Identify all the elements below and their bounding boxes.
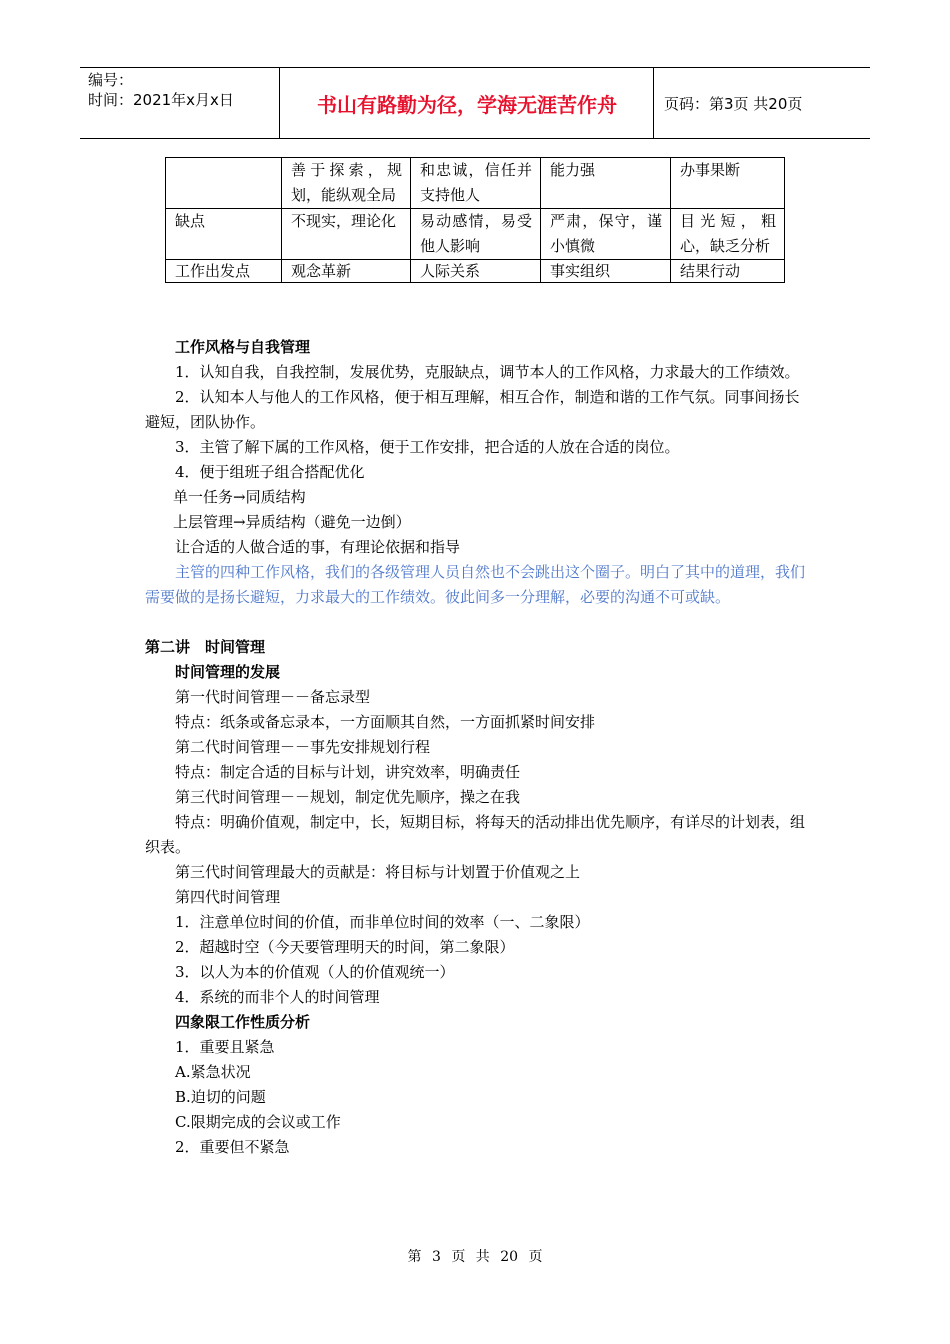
lecture-title: 第二讲 时间管理 xyxy=(145,638,266,656)
header-meta xyxy=(80,68,280,138)
paragraph: 4．便于组班子组合搭配优化 xyxy=(175,463,365,481)
footer-current-page: 3 xyxy=(431,1249,441,1265)
time-label: 时间：2021年x月x日 xyxy=(88,91,234,109)
section-heading: 时间管理的发展 xyxy=(175,663,281,681)
number-label: 编号： xyxy=(88,71,134,89)
paragraph: 2．超越时空（今天要管理明天的时间，第二象限） xyxy=(175,938,515,956)
table-cell: 不现实，理论化 xyxy=(282,209,411,260)
table-cell: 事实组织 xyxy=(541,260,671,283)
table-cell: 和忠诚，信任并支持他人 xyxy=(411,158,541,209)
table-row xyxy=(166,158,785,209)
section-heading: 四象限工作性质分析 xyxy=(175,1013,311,1031)
table-cell: 结果行动 xyxy=(671,260,785,283)
paragraph: B.迫切的问题 xyxy=(175,1088,266,1106)
footer-total-pages: 20 xyxy=(500,1249,519,1265)
section-heading: 工作风格与自我管理 xyxy=(175,338,311,356)
paragraph: 3．主管了解下属的工作风格，便于工作安排，把合适的人放在合适的岗位。 xyxy=(175,438,680,456)
main-content xyxy=(145,335,809,1160)
table-cell: 观念革新 xyxy=(282,260,411,283)
page-footer xyxy=(0,1246,950,1266)
work-style-table xyxy=(165,157,785,283)
paragraph: 第一代时间管理－－备忘录型 xyxy=(175,688,371,706)
table-row xyxy=(166,260,785,283)
highlight-paragraph: 主管的四种工作风格，我们的各级管理人员自然也不会跳出这个圈子。明白了其中的道理，我们需要做的是扬长避短，力求最大的工作绩效。彼此间多一分理解，必要的沟通不可或缺。 xyxy=(145,563,806,606)
paragraph: 4．系统的而非个人的时间管理 xyxy=(175,988,380,1006)
page-header xyxy=(80,67,870,139)
footer-text: 页 xyxy=(528,1249,543,1265)
paragraph: 1．认知自我，自我控制，发展优势，克服缺点，调节本人的工作风格，力求最大的工作绩效。 xyxy=(175,363,800,381)
footer-text: 第 xyxy=(407,1249,422,1265)
header-page-label: 页码：第3页 共20页 xyxy=(664,94,803,113)
paragraph: 1．注意单位时间的价值，而非单位时间的效率（一、二象限） xyxy=(175,913,590,931)
paragraph: 单一任务→同质结构 xyxy=(173,488,306,506)
paragraph: 第四代时间管理 xyxy=(175,888,281,906)
table-cell: 缺点 xyxy=(166,209,282,260)
paragraph: 特点：制定合适的目标与计划，讲究效率，明确责任 xyxy=(175,763,521,781)
table-cell: 严肃，保守，谨小慎微 xyxy=(541,209,671,260)
paragraph: 第三代时间管理最大的贡献是：将目标与计划置于价值观之上 xyxy=(175,863,581,881)
paragraph: 1．重要且紧急 xyxy=(175,1038,275,1056)
paragraph: A.紧急状况 xyxy=(175,1063,251,1081)
paragraph: 第二代时间管理－－事先安排规划行程 xyxy=(175,738,431,756)
paragraph: C.限期完成的会议或工作 xyxy=(175,1113,341,1131)
table-cell: 人际关系 xyxy=(411,260,541,283)
footer-text: 共 xyxy=(475,1249,490,1265)
table-cell: 工作出发点 xyxy=(166,260,282,283)
paragraph: 2．认知本人与他人的工作风格，便于相互理解，相互合作，制造和谐的工作气氛。同事间扬长避短，团队协作。 xyxy=(145,388,800,431)
paragraph: 第三代时间管理－－规划，制定优先顺序，操之在我 xyxy=(175,788,521,806)
table-row xyxy=(166,209,785,260)
paragraph: 上层管理→异质结构（避免一边倒） xyxy=(173,513,411,531)
table-cell: 易动感情，易受他人影响 xyxy=(411,209,541,260)
footer-text: 页 xyxy=(451,1249,466,1265)
table-cell: 能力强 xyxy=(541,158,671,209)
paragraph: 3．以人为本的价值观（人的价值观统一） xyxy=(175,963,455,981)
table-cell: 善于探索，规划，能纵观全局 xyxy=(282,158,411,209)
table-cell: 目光短，粗心，缺乏分析 xyxy=(671,209,785,260)
table-cell xyxy=(166,158,282,209)
paragraph: 让合适的人做合适的事，有理论依据和指导 xyxy=(175,538,461,556)
paragraph: 特点：纸条或备忘录本，一方面顺其自然，一方面抓紧时间安排 xyxy=(175,713,596,731)
header-motto: 书山有路勤为径，学海无涯苦作舟 xyxy=(281,68,654,138)
paragraph: 特点：明确价值观，制定中，长，短期目标，将每天的活动排出优先顺序，有详尽的计划表，组织表。 xyxy=(145,813,806,856)
table-cell: 办事果断 xyxy=(671,158,785,209)
paragraph: 2．重要但不紧急 xyxy=(175,1138,290,1156)
